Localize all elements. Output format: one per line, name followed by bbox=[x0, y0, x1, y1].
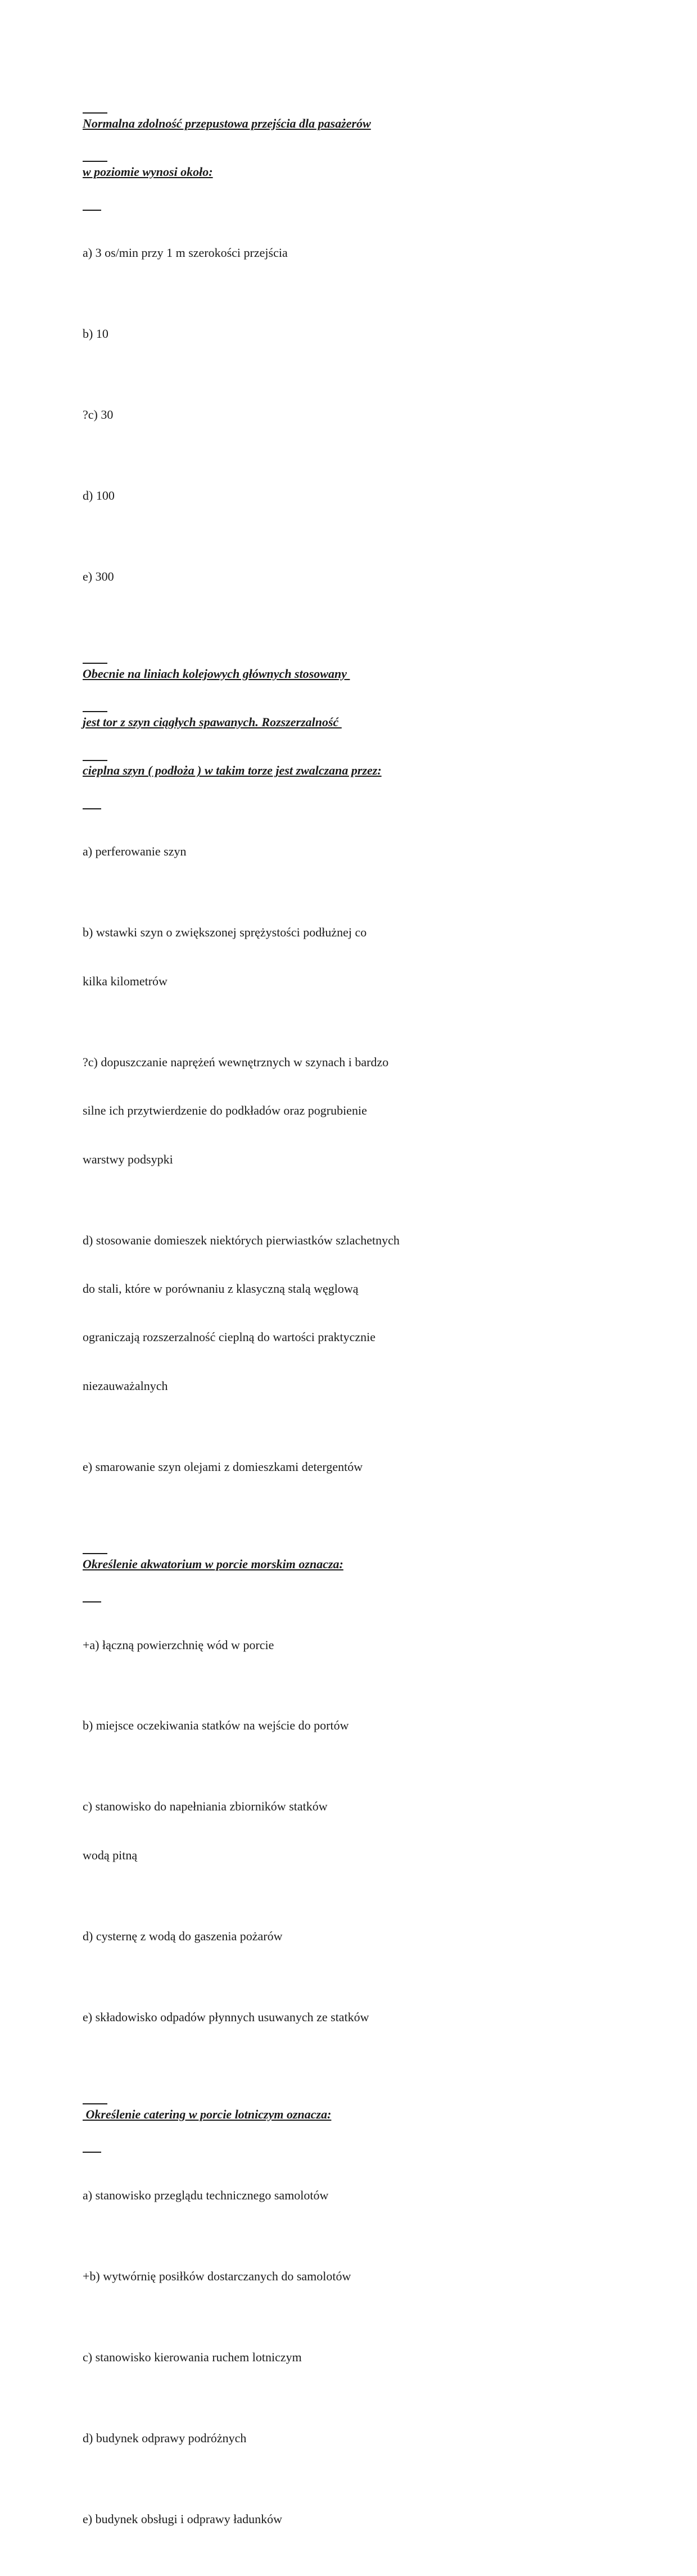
question-title-line: Określenie catering w porcie lotniczym oznacza: bbox=[83, 2107, 332, 2121]
answer-line: kilka kilometrów bbox=[83, 974, 168, 988]
question-title-line: jest tor z szyn ciągłych spawanych. Rozszerzalność bbox=[83, 715, 342, 730]
answer-line: c) stanowisko do napełniania zbiorników statków bbox=[83, 1799, 328, 1814]
question-2 bbox=[83, 633, 476, 1507]
answer-option bbox=[83, 2317, 476, 2398]
answer-line: ?c) 30 bbox=[83, 407, 114, 422]
question-list bbox=[83, 83, 476, 2576]
answer-line: b) 10 bbox=[83, 326, 108, 341]
question-title-line: cieplna szyn ( podłoża ) w takim torze jest zwalczana przez: bbox=[83, 763, 382, 778]
question-4 bbox=[83, 2074, 476, 2560]
question-title-line: Normalna zdolność przepustowa przejścia dla pasażerów bbox=[83, 116, 371, 130]
answer-option bbox=[83, 893, 476, 1022]
answer-line: ?c) dopuszczanie naprężeń wewnętrznych w szynach i bardzo bbox=[83, 1054, 389, 1069]
question-title-line: Obecnie na liniach kolejowych głównych stosowany bbox=[83, 666, 350, 681]
answer-line: +a) łączną powierzchnię wód w porcie bbox=[83, 1637, 274, 1652]
answer-option bbox=[83, 374, 476, 455]
answer-option bbox=[83, 1022, 476, 1200]
answer-line: silne ich przytwierdzenie do podkładów oraz pogrubienie bbox=[83, 1103, 367, 1118]
answer-option bbox=[83, 1686, 476, 1767]
answer-option bbox=[83, 2155, 476, 2236]
answer-line: d) 100 bbox=[83, 488, 115, 502]
answer-line: a) perferowanie szyn bbox=[83, 844, 187, 859]
answer-line: e) składowisko odpadów płynnych usuwanych ze statków bbox=[83, 2009, 369, 2024]
answer-option bbox=[83, 812, 476, 893]
answer-line: b) wstawki szyn o zwiększonej sprężystości podłużnej co bbox=[83, 925, 367, 940]
answer-line: d) budynek odprawy podróżnych bbox=[83, 2430, 247, 2445]
question-3-title bbox=[83, 1524, 476, 1605]
question-4-title bbox=[83, 2074, 476, 2155]
answer-line: b) miejsce oczekiwania statków na wejście do portów bbox=[83, 1718, 349, 1733]
answer-line: niezauważalnych bbox=[83, 1378, 168, 1393]
answer-option bbox=[83, 1427, 476, 1507]
question-1 bbox=[83, 83, 476, 617]
question-3 bbox=[83, 1524, 476, 2058]
answer-line: d) cysternę z wodą do gaszenia pożarów bbox=[83, 1928, 283, 1943]
answer-line: warstwy podsypki bbox=[83, 1152, 173, 1166]
answer-option bbox=[83, 536, 476, 617]
answer-line: e) budynek obsługi i odprawy ładunków bbox=[83, 2511, 282, 2526]
question-title-line: Określenie akwatorium w porcie morskim oznacza: bbox=[83, 1556, 343, 1571]
answer-option bbox=[83, 1977, 476, 2058]
answer-option bbox=[83, 2479, 476, 2560]
answer-line: +b) wytwórnię posiłków dostarczanych do samolotów bbox=[83, 2269, 351, 2283]
answer-option bbox=[83, 1605, 476, 1686]
answer-line: do stali, które w porównaniu z klasyczną stalą węglową bbox=[83, 1281, 359, 1296]
answer-option bbox=[83, 1896, 476, 1977]
answer-option bbox=[83, 2398, 476, 2479]
answer-line: a) 3 os/min przy 1 m szerokości przejścia bbox=[83, 245, 288, 260]
answer-option bbox=[83, 293, 476, 374]
answer-option bbox=[83, 1200, 476, 1427]
answer-option bbox=[83, 212, 476, 293]
answer-line: c) stanowisko kierowania ruchem lotniczym bbox=[83, 2349, 302, 2364]
answer-option bbox=[83, 2236, 476, 2317]
answer-line: d) stosowanie domieszek niektórych pierwiastków szlachetnych bbox=[83, 1233, 400, 1247]
answer-line: a) stanowisko przeglądu technicznego samolotów bbox=[83, 2188, 329, 2202]
answer-option bbox=[83, 1767, 476, 1896]
question-2-title bbox=[83, 633, 476, 812]
answer-line: e) smarowanie szyn olejami z domieszkami detergentów bbox=[83, 1459, 363, 1474]
question-title-line: w poziomie wynosi około: bbox=[83, 164, 213, 179]
answer-line: ograniczają rozszerzalność cieplną do wartości praktycznie bbox=[83, 1330, 376, 1344]
question-1-title bbox=[83, 83, 476, 212]
answer-line: wodą pitną bbox=[83, 1848, 138, 1862]
answer-line: e) 300 bbox=[83, 569, 114, 583]
answer-option bbox=[83, 455, 476, 536]
